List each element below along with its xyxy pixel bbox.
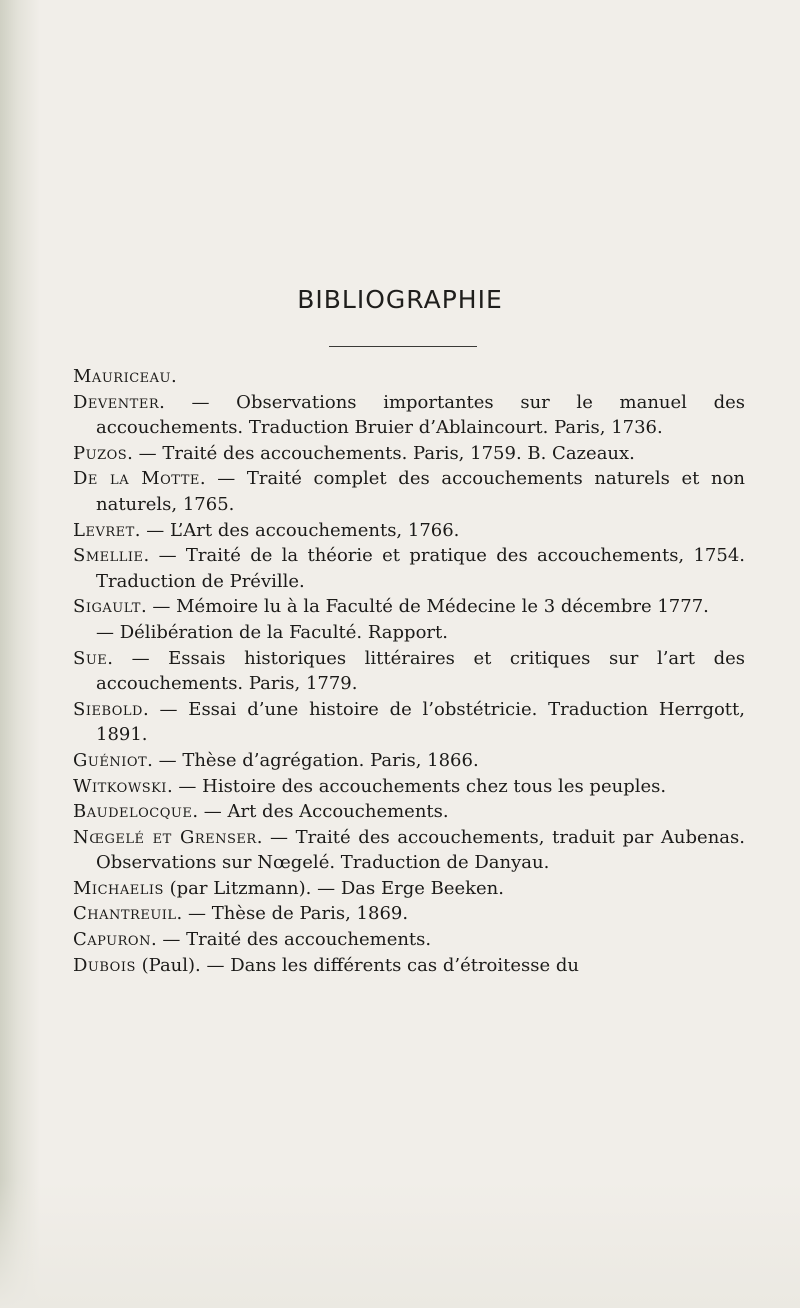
bibliography-entry [73,697,745,748]
entry-author: Nœgelé et Grenser [73,826,257,848]
entry-author: Sue [73,647,108,669]
entry-author: Puzos [73,442,128,464]
entry-text: . — Histoire des accouchements chez tous les peuples. [166,775,667,797]
bibliography-entry [73,901,745,927]
entry-author: Mauriceau [73,366,171,387]
bibliography-entry [73,799,745,825]
bibliography-entry [73,953,745,979]
entry-text: . — Observations importantes sur le manuel des accouchements. Traduction Bruier d’Ablaincourt. Paris, 1736. [96,391,745,439]
entry-text: . — Traité des accouchements. [150,929,432,951]
bibliography-entry [73,466,745,517]
entry-text: . — Essai d’une histoire de l’obstétricie. Traduction Herrgott, 1891. [96,698,745,746]
bibliography-entry [73,390,745,441]
entry-author: De la Motte [73,468,200,490]
entry-author: Smellie [73,545,144,567]
entry-author: Siebold [73,698,143,720]
entry-text: . — Thèse de Paris, 1869. [176,903,409,925]
entry-text: — Délibération de la Faculté. Rapport. [96,621,448,643]
entry-text: . — Essais historiques littéraires et critiques sur l’art des accouchements. Paris, 1779. [96,647,745,695]
bibliography-entry [73,594,745,620]
page-edge-shadow [0,0,40,1308]
entry-author: Guéniot [73,749,148,771]
bibliography-entry [73,748,745,774]
page-bottom-shade [0,1180,800,1308]
entry-text: . — Traité complet des accouchements naturels et non naturels, 1765. [96,468,746,515]
entry-author: Sigault [73,596,141,618]
entry-author: Deventer [73,391,160,413]
entry-author: Capuron [73,929,151,951]
entry-text: . — Art des Accouchements. [192,801,449,823]
bibliography-entry [73,927,745,953]
entry-author: Witkowski [73,775,167,797]
bibliography-entry [73,774,745,800]
bibliography-entry [73,646,745,697]
entry-text: . — Thèse d’agrégation. Paris, 1866. [147,749,479,771]
entry-text: . — Traité des accouchements. Paris, 1759. B. Cazeaux. [127,442,635,464]
entry-author: Chantreuil [73,903,177,925]
entry-text: (Paul). — Dans les différents cas d’étroitesse du [135,954,579,976]
entry-author: Baudelocque [73,801,193,823]
entry-text: (par Litzmann). — Das Erge Beeken. [163,877,504,899]
page-title: BIBLIOGRAPHIE [297,284,503,314]
entry-text: . [170,366,177,387]
bibliography-entry [73,543,745,594]
entry-author: Levret [73,519,135,541]
entry-text: . — Traité des accouchements, traduit par Aubenas. Observations sur Nœgelé. Traduction de Danyau. [96,826,745,874]
bibliography-entry [73,364,745,390]
bibliography-entry [73,825,745,876]
title-divider [329,346,477,347]
entry-author: Michaelis [73,877,164,899]
bibliography-entry [73,876,745,902]
entry-text: . — Traité de la théorie et pratique des accouchements, 1754. Traduction de Préville. [96,545,745,592]
bibliography-entry [73,441,745,467]
bibliography-entry [73,620,745,646]
entry-author: Dubois [73,954,136,976]
bibliography-entry [73,518,745,544]
entry-text: . — L’Art des accouchements, 1766. [134,519,460,541]
entry-text: . — Mémoire lu à la Faculté de Médecine le 3 décembre 1777. [140,596,709,618]
bibliography-list [73,364,745,978]
